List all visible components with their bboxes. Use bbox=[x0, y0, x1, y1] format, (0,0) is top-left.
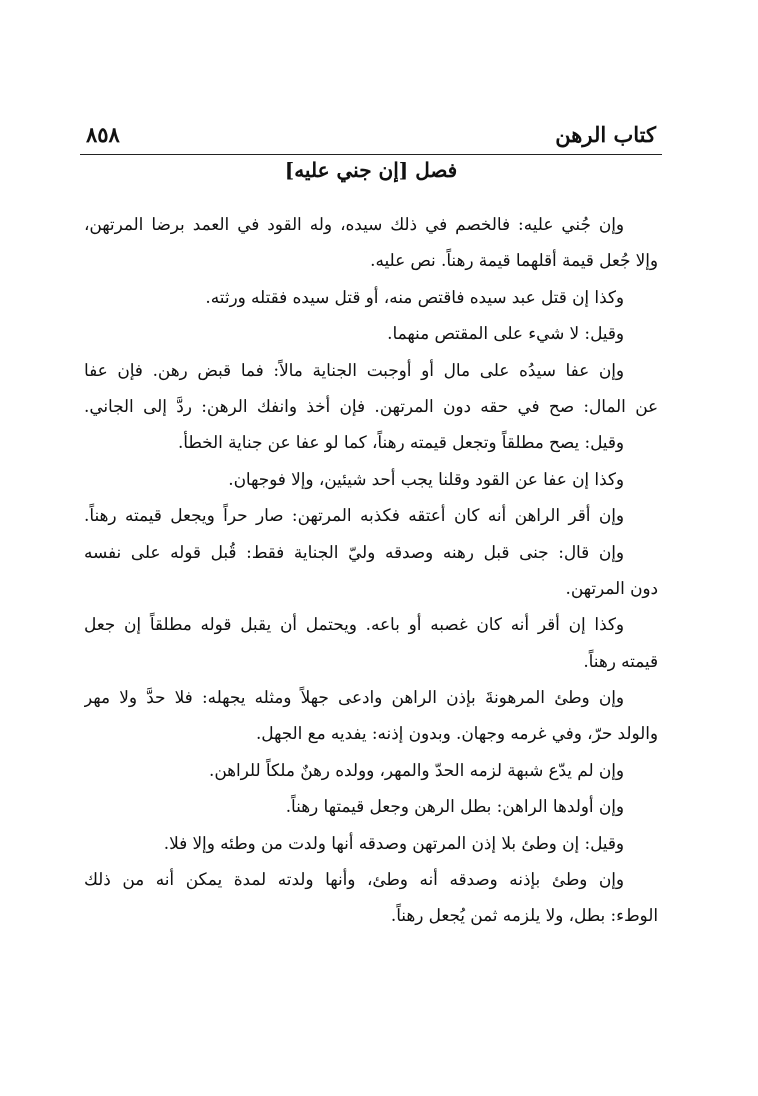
text-line: دون المرتهن. bbox=[565, 577, 658, 598]
text-line: وإن جُني عليه: فالخصم في ذلك سيده، وله القود في العمد برضا المرتهن، bbox=[84, 214, 624, 234]
text-line: وكذا إن عفا عن القود وقلنا يجب أحد شيئين، وإلا فوجهان. bbox=[228, 468, 624, 489]
text-line: وإن عفا سيدُه على مال أو أوجبت الجناية مالاً: فما قبض رهن. فإن عفا bbox=[84, 359, 624, 380]
section-heading: فصل [إن جني عليه] bbox=[284, 158, 458, 182]
text-line: الوطء: بطل، ولا يلزمه ثمن يُجعل رهناً. bbox=[390, 905, 658, 926]
text-line: وإن وطئ المرهونةَ بإذن الراهن وادعى جهلاً ومثله يجهله: فلا حدَّ ولا مهر bbox=[84, 687, 624, 708]
text-line: وقيل: إن وطئ بلا إذن المرتهن وصدقه أنها ولدت من وطئه وإلا فلا. bbox=[163, 832, 624, 853]
text-line: قيمته رهناً. bbox=[583, 650, 658, 671]
text-line: وإن وطئ بإذنه وصدقه أنه وطئ، وأنها ولدته لمدة يمكن أنه من ذلك bbox=[84, 869, 624, 890]
text-line: والولد حرّ، وفي غرمه وجهان. وبدون إذنه: يفديه مع الجهل. bbox=[255, 723, 658, 744]
page-header bbox=[86, 118, 656, 152]
text-line: وإن أقر الراهن أنه كان أعتقه فكذبه المرتهن: صار حراً ويجعل قيمته رهناً. bbox=[84, 505, 624, 526]
text-line: وإن لم يدّع شبهة لزمه الحدّ والمهر، وولده رهنٌ ملكاً للراهن. bbox=[209, 759, 624, 780]
text-line: وقيل: لا شيء على المقتص منهما. bbox=[387, 323, 624, 344]
text-line: وإلا جُعل قيمة أقلهما قيمة رهناً. نص عليه. bbox=[370, 250, 658, 271]
running-title: كتاب الرهن bbox=[555, 122, 656, 147]
page-number: ٨٥٨ bbox=[86, 122, 120, 147]
body-text bbox=[84, 206, 658, 934]
header-divider bbox=[80, 154, 662, 155]
text-line: وقيل: يصح مطلقاً وتجعل قيمته رهناً، كما لو عفا عن جناية الخطأ. bbox=[177, 432, 624, 453]
text-line: عن المال: صح في حقه دون المرتهن. فإن أخذ وانفك الرهن: ردَّ إلى الجاني. bbox=[84, 395, 658, 416]
text-line: وإن قال: جنى قبل رهنه وصدقه وليّ الجناية فقط: قُبل قوله على نفسه bbox=[84, 541, 624, 562]
text-line: وكذا إن أقر أنه كان غصبه أو باعه. ويحتمل أن يقبل قوله مطلقاً إن جعل bbox=[84, 614, 624, 635]
text-line: وإن أولدها الراهن: بطل الرهن وجعل قيمتها رهناً. bbox=[285, 796, 624, 817]
text-line: وكذا إن قتل عبد سيده فاقتص منه، أو قتل سيده فقتله ورثته. bbox=[205, 286, 624, 307]
